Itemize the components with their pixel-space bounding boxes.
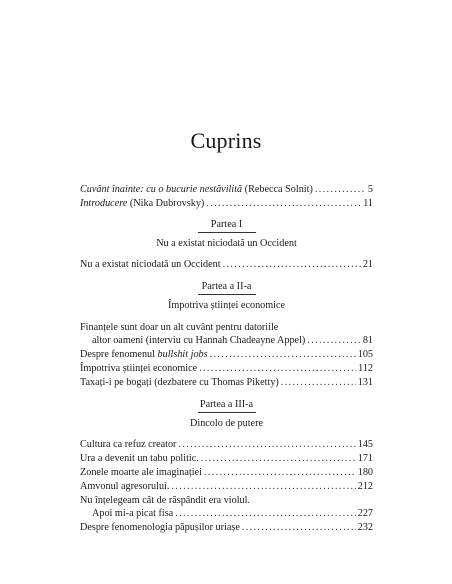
leader-dots (315, 183, 366, 196)
leader-dots (210, 348, 356, 361)
leader-dots (307, 334, 361, 347)
page-number: 105 (357, 349, 373, 360)
page-title: Cuprins (190, 128, 262, 153)
leader-dots (281, 376, 356, 389)
toc-entry (80, 362, 373, 375)
leader-dots (171, 480, 355, 493)
page-number: 131 (357, 377, 373, 388)
toc-entry (92, 507, 373, 520)
leader-dots (242, 521, 356, 534)
toc-entry-label: Taxați-i pe bogați (dezbatere cu Thomas Piketty) (80, 377, 279, 388)
page-number: 112 (358, 363, 373, 374)
page-number: 212 (357, 481, 373, 492)
leader-dots (206, 197, 361, 210)
page-number: 180 (357, 467, 373, 478)
part-divider (198, 232, 256, 233)
toc-entry (80, 258, 373, 271)
page-number: 145 (357, 439, 373, 450)
part-label: Partea I (210, 219, 243, 230)
part-label: Partea a III-a (199, 399, 254, 410)
page-number: 227 (357, 508, 373, 519)
toc-entry-label: Împotriva științei economice (80, 363, 198, 374)
part-name: Dincolo de putere (190, 418, 263, 429)
toc-entry-label: Nu a existat niciodată un Occident (80, 259, 221, 270)
part-divider (198, 412, 256, 413)
toc-entry-label: Cuvânt înainte: cu o bucurie nestăvilită (Rebecca Solnit) (80, 184, 313, 195)
leader-dots (175, 507, 356, 520)
part-name: Împotriva științei economice (167, 300, 286, 311)
toc-entry-label: Cultura ca refuz creator (80, 439, 177, 450)
leader-dots (178, 438, 355, 451)
toc-entry (80, 376, 373, 389)
toc-entry-label: altor oameni (interviu cu Hannah Chadeayne Appel) (92, 335, 306, 346)
page-number: 171 (357, 453, 373, 464)
leader-dots (223, 258, 361, 271)
toc-entry-label: Apoi mi-a picat fisa (92, 508, 174, 519)
toc-entry-label: Amvonul agresorului. (80, 481, 170, 492)
toc-entry (80, 466, 373, 479)
toc-entry (80, 521, 373, 534)
page-number: 11 (363, 198, 373, 209)
part-divider (198, 294, 256, 295)
toc-entry-label: Finanțele sunt doar un alt cuvânt pentru datoriile (80, 322, 279, 333)
toc-entry (80, 452, 373, 465)
part-name: Nu a existat niciodată un Occident (156, 238, 297, 249)
toc-entry (80, 348, 373, 361)
leader-dots (201, 452, 356, 465)
toc-entry (80, 438, 373, 451)
toc-entry (80, 197, 373, 210)
page-number: 5 (367, 184, 373, 195)
leader-dots (199, 362, 356, 375)
toc-entry-label: Introducere (Nika Dubrovsky) (80, 198, 205, 209)
toc-entry-label: Despre fenomenologia păpușilor uriașe (80, 522, 240, 533)
toc-entry (80, 183, 373, 196)
page-number: 81 (362, 335, 373, 346)
leader-dots (204, 466, 356, 479)
toc-entry-label: Nu înțelegeam cât de răspândit era violul. (80, 495, 251, 506)
toc-entry-label: Ura a devenit un tabu politic. (80, 453, 199, 464)
toc-entry (92, 334, 373, 347)
toc-entry-label: Despre fenomenul bullshit jobs (80, 349, 208, 360)
toc-entry-label: Zonele moarte ale imaginației (80, 467, 202, 478)
page-number: 21 (362, 259, 373, 270)
part-label: Partea a II-a (201, 281, 252, 292)
toc-entry (80, 480, 373, 493)
page-number: 232 (357, 522, 373, 533)
